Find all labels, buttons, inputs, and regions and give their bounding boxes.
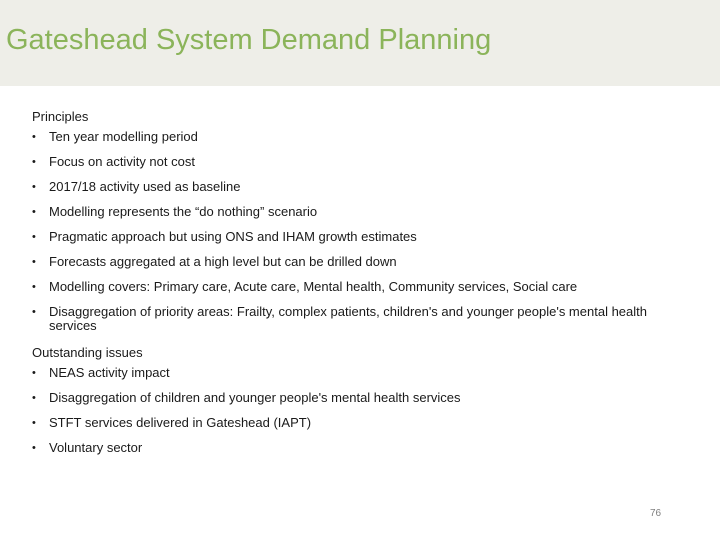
slide-title: Gateshead System Demand Planning [6, 24, 492, 56]
list-item-text: Focus on activity not cost [49, 154, 195, 169]
list-item-text: Forecasts aggregated at a high level but can be drilled down [49, 254, 397, 269]
list-item-text: Ten year modelling period [49, 129, 198, 144]
list-item-text: Pragmatic approach but using ONS and IHAM growth estimates [49, 229, 417, 244]
list-item [32, 180, 682, 194]
list-item [32, 205, 682, 219]
title-band [0, 0, 720, 86]
principles-heading: Principles [32, 109, 89, 124]
list-item [32, 305, 682, 333]
bullet-icon: • [32, 417, 36, 429]
list-item-text: 2017/18 activity used as baseline [49, 179, 241, 194]
bullet-icon: • [32, 442, 36, 454]
principles-list [32, 130, 682, 333]
outstanding-issues-heading: Outstanding issues [32, 345, 143, 360]
list-item [32, 441, 682, 455]
page-number: 76 [650, 508, 662, 519]
list-item-text: Disaggregation of priority areas: Frailty, complex patients, children's and younger people's mental health services [49, 304, 647, 333]
list-item-text: Disaggregation of children and younger people's mental health services [49, 390, 461, 405]
list-item [32, 155, 682, 169]
bullet-icon: • [32, 181, 36, 193]
list-item [32, 230, 682, 244]
bullet-icon: • [32, 306, 36, 318]
list-item [32, 366, 682, 380]
bullet-icon: • [32, 156, 36, 168]
bullet-icon: • [32, 281, 36, 293]
slide-content [32, 108, 682, 466]
bullet-icon: • [32, 206, 36, 218]
bullet-icon: • [32, 367, 36, 379]
list-item-text: STFT services delivered in Gateshead (IAPT) [49, 415, 312, 430]
list-item [32, 280, 682, 294]
outstanding-issues-list [32, 366, 682, 455]
bullet-icon: • [32, 231, 36, 243]
list-item-text: Modelling represents the “do nothing” scenario [49, 204, 318, 219]
bullet-icon: • [32, 392, 36, 404]
list-item [32, 391, 682, 405]
list-item [32, 255, 682, 269]
list-item [32, 416, 682, 430]
list-item [32, 130, 682, 144]
list-item-text: NEAS activity impact [49, 365, 170, 380]
list-item-text: Voluntary sector [49, 440, 143, 455]
list-item-text: Modelling covers: Primary care, Acute care, Mental health, Community services, Social care [49, 279, 578, 294]
bullet-icon: • [32, 131, 36, 143]
bullet-icon: • [32, 256, 36, 268]
